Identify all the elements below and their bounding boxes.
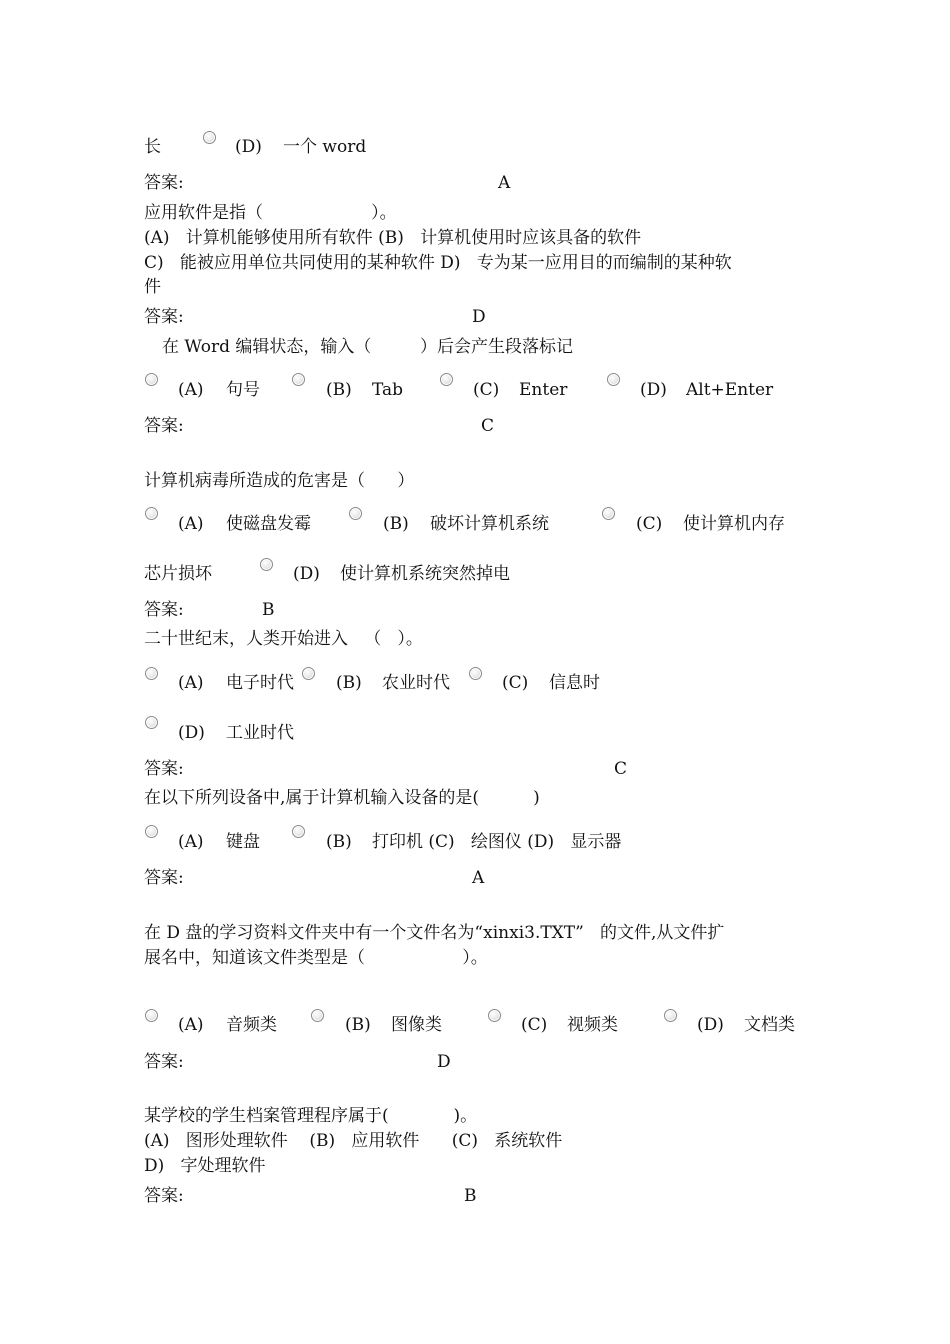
option-text-wrap: 芯片损坏	[144, 564, 212, 584]
question-stem: 展名中，知道该文件类型是（ ）。	[144, 948, 488, 968]
option-letter: (C)	[502, 673, 529, 693]
option-text: 视频类	[567, 1015, 618, 1035]
q0-option-d-letter: (D)	[235, 137, 262, 157]
option-letter: (D)	[178, 723, 205, 743]
option-text: Alt+Enter	[686, 380, 774, 400]
radio-q4-d[interactable]	[145, 716, 158, 729]
answer-value: D	[472, 307, 486, 327]
answer-label: 答案:	[144, 600, 184, 620]
radio-q6-a[interactable]	[145, 1009, 158, 1022]
option-text: 工业时代	[226, 723, 294, 743]
option-letter: (B)	[326, 832, 352, 852]
option-line: (A) 图形处理软件 (B) 应用软件 (C) 系统软件	[144, 1131, 563, 1151]
radio-q4-b[interactable]	[302, 667, 315, 680]
option-text: 文档类	[744, 1015, 795, 1035]
answer-label: 答案:	[144, 416, 184, 436]
option-letter: (D)	[293, 564, 320, 584]
option-text: 使计算机系统突然掉电	[340, 564, 510, 584]
radio-q4-a[interactable]	[145, 667, 158, 680]
question-stem: 在 D 盘的学习资料文件夹中有一个文件名为“xinxi3.TXT” 的文件,从文件扩	[144, 923, 725, 943]
answer-label: 答案:	[144, 1186, 184, 1206]
option-letter: (B)	[326, 380, 352, 400]
answer-value: B	[262, 600, 275, 620]
option-text: Tab	[372, 380, 404, 400]
q0-stem-tail: 长	[144, 137, 161, 157]
radio-q0-d[interactable]	[203, 131, 216, 144]
answer-value: C	[614, 759, 628, 779]
radio-q3-b[interactable]	[349, 507, 362, 520]
option-text: 信息时	[549, 673, 600, 693]
answer-label: 答案:	[144, 759, 184, 779]
answer-label: 答案:	[144, 307, 184, 327]
option-text: Enter	[519, 380, 568, 400]
question-stem: 某学校的学生档案管理程序属于( )。	[144, 1106, 478, 1126]
option-text: 打印机 (C) 绘图仪 (D) 显示器	[372, 832, 622, 852]
answer-label: 答案:	[144, 1052, 184, 1072]
option-letter: (A)	[178, 514, 204, 534]
question-stem: 二十世纪末，人类开始进入 （ ）。	[144, 629, 423, 649]
option-letter: (C)	[473, 380, 500, 400]
option-text: 句号	[226, 380, 260, 400]
question-stem: 计算机病毒所造成的危害是（ ）	[144, 471, 415, 491]
option-letter: (A)	[178, 673, 204, 693]
radio-q4-c[interactable]	[469, 667, 482, 680]
option-letter: (A)	[178, 832, 204, 852]
radio-q3-a[interactable]	[145, 507, 158, 520]
option-text: 农业时代	[382, 673, 450, 693]
option-letter: (A)	[178, 380, 204, 400]
radio-q2-c[interactable]	[440, 373, 453, 386]
option-letter: (D)	[640, 380, 667, 400]
option-line: (A) 计算机能够使用所有软件 (B) 计算机使用时应该具备的软件	[144, 228, 642, 248]
option-line: C) 能被应用单位共同使用的某种软件 D) 专为某一应用目的而编制的某种软	[144, 253, 732, 273]
option-text: 电子时代	[226, 673, 294, 693]
option-letter: (B)	[345, 1015, 371, 1035]
question-stem: 应用软件是指（ ）。	[144, 203, 397, 223]
option-letter: (C)	[521, 1015, 548, 1035]
answer-value: A	[472, 868, 485, 888]
option-letter: (D)	[697, 1015, 724, 1035]
option-letter: (B)	[336, 673, 362, 693]
option-text: 使计算机内存	[683, 514, 785, 534]
radio-q5-a[interactable]	[145, 825, 158, 838]
answer-label: 答案:	[144, 173, 184, 193]
option-letter: (C)	[636, 514, 663, 534]
answer-value: D	[437, 1052, 451, 1072]
option-text: 破坏计算机系统	[430, 514, 549, 534]
option-text: 使磁盘发霉	[226, 514, 311, 534]
question-stem: 在 Word 编辑状态，输入（ ）后会产生段落标记	[162, 337, 574, 357]
option-letter: (A)	[178, 1015, 204, 1035]
q0-option-d-text: 一个 word	[283, 137, 367, 157]
option-line: 件	[144, 277, 161, 297]
option-text: 键盘	[226, 832, 260, 852]
option-text: 图像类	[391, 1015, 442, 1035]
answer-label: 答案:	[144, 868, 184, 888]
radio-q6-b[interactable]	[311, 1009, 324, 1022]
radio-q3-c[interactable]	[602, 507, 615, 520]
radio-q2-d[interactable]	[607, 373, 620, 386]
option-letter: (B)	[383, 514, 409, 534]
option-line: D) 字处理软件	[144, 1156, 266, 1176]
radio-q2-a[interactable]	[145, 373, 158, 386]
option-text: 音频类	[226, 1015, 277, 1035]
answer-value: C	[481, 416, 495, 436]
radio-q3-d[interactable]	[260, 558, 273, 571]
radio-q6-d[interactable]	[664, 1009, 677, 1022]
answer-value: B	[464, 1186, 477, 1206]
radio-q6-c[interactable]	[488, 1009, 501, 1022]
question-stem: 在以下所列设备中,属于计算机输入设备的是( )	[144, 788, 540, 808]
answer-value: A	[498, 173, 511, 193]
radio-q5-b[interactable]	[292, 825, 305, 838]
radio-q2-b[interactable]	[292, 373, 305, 386]
